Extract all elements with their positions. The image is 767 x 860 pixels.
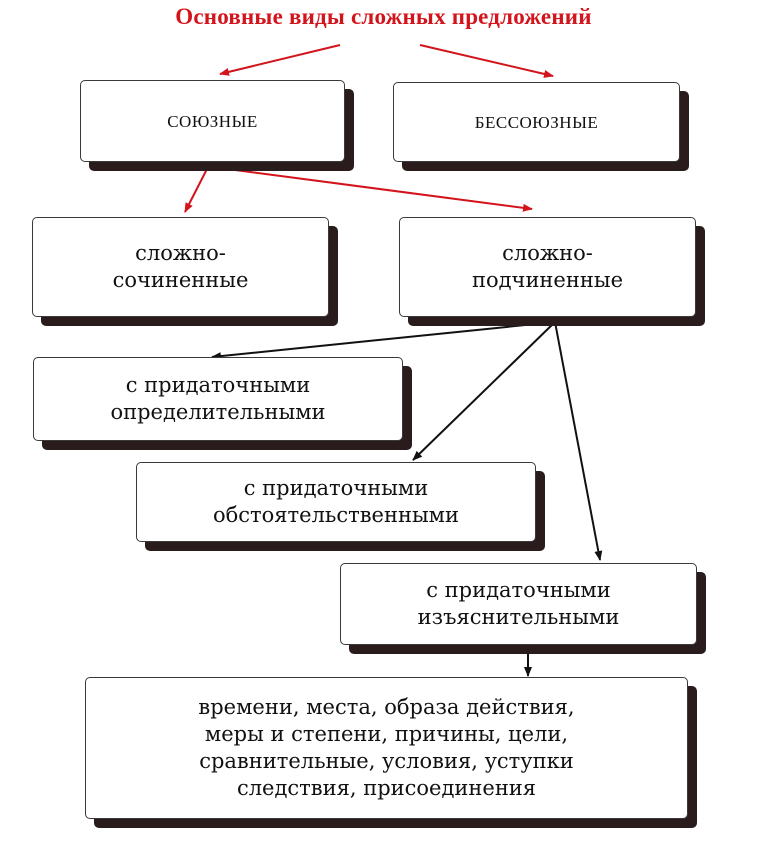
arrow-soyuznye-to-podchinennye xyxy=(212,167,532,209)
arrow-podchinennye-to-opredelitelnye xyxy=(212,322,555,357)
node-slozhnosochinennye xyxy=(32,217,329,317)
node-izyasnitelnye-line-2: изъяснительными xyxy=(417,605,620,629)
arrow-podchinennye-to-obstoyatelstvennye xyxy=(413,322,555,460)
node-opredelitelnye-line-1: с придаточными xyxy=(125,373,311,397)
node-slozhnopodchinennye-line-1: сложно- xyxy=(502,241,593,265)
node-obstoyatelstvennye-line-2: обстоятельственными xyxy=(212,503,460,527)
arrow-title-to-soyuznye xyxy=(220,45,340,74)
node-obstoyatelstvennye-line-1: с придаточными xyxy=(243,476,429,500)
node-izyasnitelnye-line-1: с придаточными xyxy=(426,578,611,602)
node-vidy-line-4: следствия, присоединения xyxy=(236,776,537,800)
arrow-podchinennye-to-izyasnitelnye xyxy=(555,322,600,560)
node-slozhnosochinennye-line-1: сложно- xyxy=(135,241,226,265)
node-slozhnopodchinennye xyxy=(399,217,696,317)
node-vidy-obstoyatelstvennyh xyxy=(85,677,688,819)
node-soyuznye-line-1: СОЮЗНЫЕ xyxy=(167,111,258,131)
node-obstoyatelstvennye xyxy=(136,462,536,542)
diagram-title: Основные виды сложных предложений xyxy=(175,4,592,29)
node-bessoyuznye xyxy=(393,82,680,162)
node-slozhnopodchinennye-line-2: подчиненные xyxy=(471,268,623,292)
arrow-title-to-bessoyuznye xyxy=(420,45,553,76)
node-opredelitelnye-line-2: определительными xyxy=(110,400,326,424)
node-vidy-line-2: меры и степени, причины, цели, xyxy=(204,722,569,746)
node-vidy-line-1: времени, места, образа действия, xyxy=(198,695,575,719)
node-bessoyuznye-line-1: БЕССОЮЗНЫЕ xyxy=(474,112,599,132)
node-slozhnosochinennye-line-2: сочиненные xyxy=(112,268,249,292)
node-izyasnitelnye xyxy=(340,563,697,645)
arrow-soyuznye-to-sochinennye xyxy=(185,167,208,212)
node-opredelitelnye xyxy=(33,357,403,441)
node-vidy-line-3: сравнительные, условия, уступки xyxy=(199,749,574,773)
node-soyuznye xyxy=(80,80,345,162)
